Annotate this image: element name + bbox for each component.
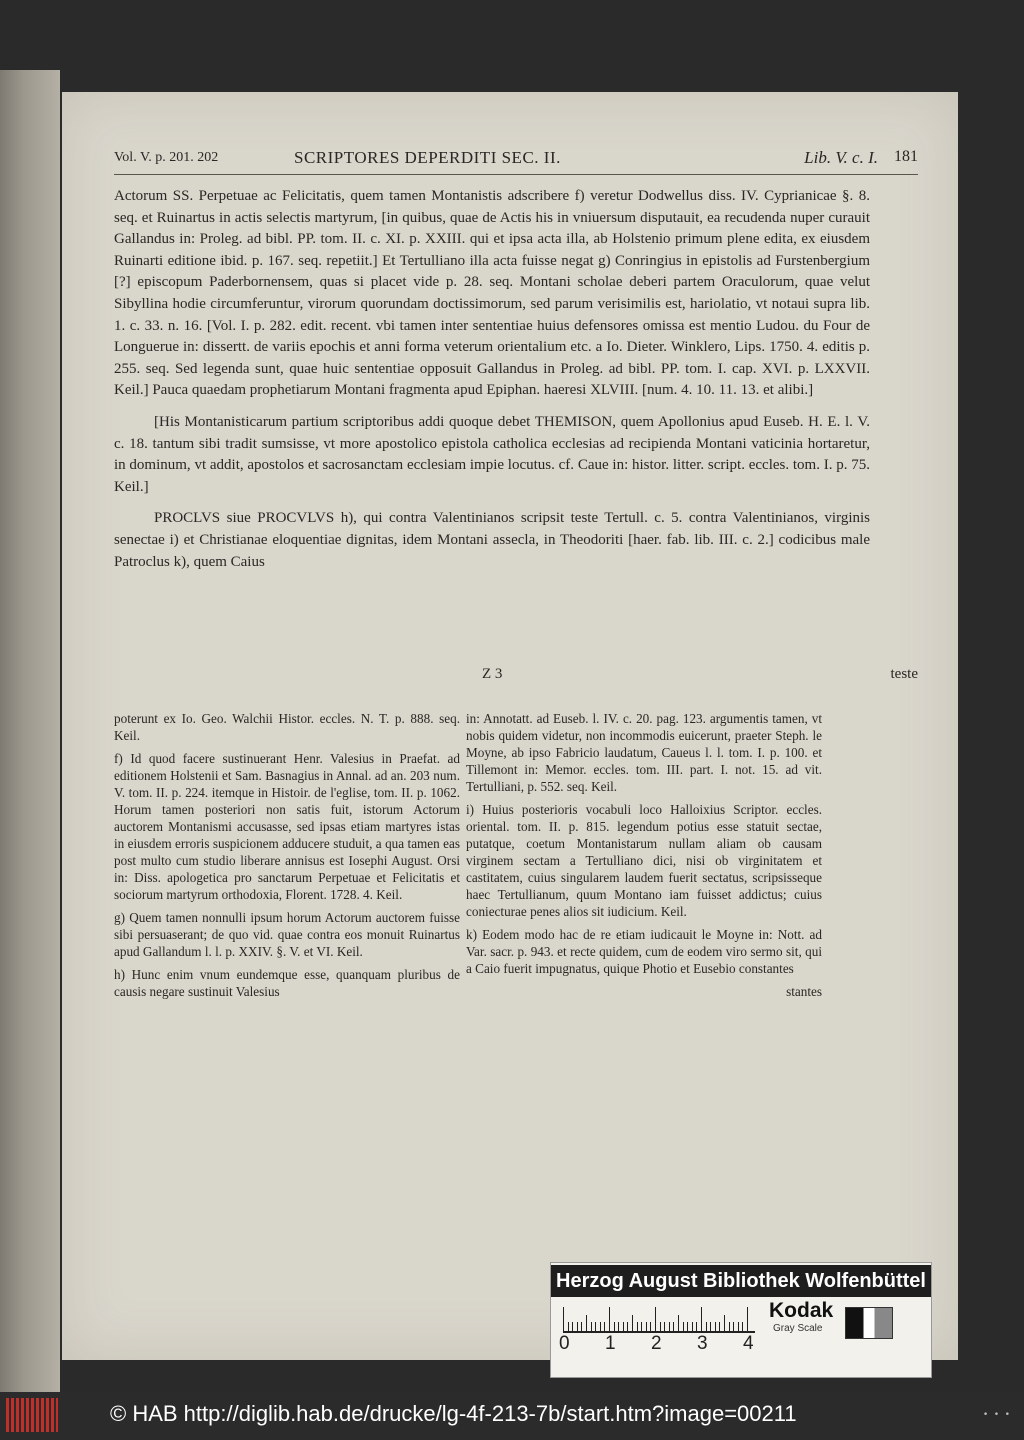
gray-scale-label: Gray Scale: [773, 1323, 823, 1334]
ruler-tick: [650, 1322, 651, 1331]
ruler-tick: [623, 1322, 624, 1331]
catchword: teste: [890, 666, 918, 682]
ruler-tick: [687, 1322, 688, 1331]
ruler-tick: [586, 1315, 587, 1331]
ruler-tick: [591, 1322, 592, 1331]
ruler-tick: [581, 1322, 582, 1331]
ruler-tick: [609, 1307, 610, 1331]
ruler-tick: [701, 1307, 702, 1331]
ruler-tick: [747, 1307, 748, 1331]
footnote: h) Hunc enim vnum eundemque esse, quanquam pluribus de causis negare sustinuit Valesius: [114, 967, 460, 999]
running-head-title: SCRIPTORES DEPERDITI SEC. II.: [294, 148, 561, 167]
color-calibration-bar: [550, 1262, 932, 1378]
signature-mark: Z 3: [482, 666, 503, 682]
running-head-book: Lib. V. c. I.: [804, 148, 878, 167]
main-paragraph: PROCLVS siue PROCVLVS h), qui contra Valentinianos scripsit teste Tertull. c. 5. contra Valentinianos, virginis senectae i) et Christianae eloquentiae dignitas, idem Montani assecla, in Theodoriti [haer. fab. lib. III. c. 2.] codicibus male Patroclus k), quem Caius: [114, 510, 870, 570]
footnote: g) Quem tamen nonnulli ipsum horum Actorum auctorem fuisse sibi persuaserant; de quo vid. quae contra eos monuit Ruinartus apud Gallandum l. l. p. XXIV. §. V. et VI. Keil.: [114, 910, 460, 959]
ruler-tick: [614, 1322, 615, 1331]
footnotes-right-column: [466, 710, 822, 1006]
running-head-volume: Vol. V. p. 201. 202: [114, 150, 219, 165]
ruler-tick: [673, 1322, 674, 1331]
scale-ruler: [563, 1305, 755, 1333]
ruler-tick: [669, 1322, 670, 1331]
ruler-tick: [660, 1322, 661, 1331]
ruler-tick: [683, 1322, 684, 1331]
scale-number: 4: [743, 1333, 754, 1354]
ruler-tick: [641, 1322, 642, 1331]
adjacent-page-edge: [0, 70, 60, 1392]
copyright-url[interactable]: © HAB http://diglib.hab.de/drucke/lg-4f-213-7b/start.htm?image=00211: [110, 1401, 797, 1426]
main-paragraph: Actorum SS. Perpetuae ac Felicitatis, quem tamen Montanistis adscribere f) veretur Dodwellus diss. IV. Cyprianicae §. 8. seq. et Ruinartus in actis selectis martyrum, [in quibus, quae de Actis his in vniuersum disputauit, ea recudenda nuper curauit Gallandus in: Proleg. ad bibl. PP. tom. II. c. XI. p. XXIII. qui et ipsa acta illa, ab Holstenio primum plene edita, ex eiusdem Ruinarti editione ibid. p. 167. seq. repetiit.] Et Tertulliano illa acta fuisse negat g) Conringius in epistolis ad Furstenbergium [?] episcopum Paderbornensem, quas si placet vide p. 28. seq. Montani scholae deberi partem Oraculorum, quae velut Sibyllina hodie circumferuntur, virorum quorundam doctissimorum, sed parum verisimilis est, hariolatio, vt notaui supra lib. 1. c. 33. n. 16. [Vol. I. p. 282. edit. recent. vbi tamen inter sententiae huius defensores omissa est mentio Ludou. du Four de Longuerue in: dissertt. de variis epochis et anni forma veterum orientalium etc. a Io. Dieter. Winklero, Lips. 1750. 4. editis p. 255. seq. Sed legenda sunt, quae huic sententiae opposuit Gallandus in Proleg. ad bibl. PP. tom. I. cap. XVI. p. LXXVII. Keil.] Pauca quaedam prophetiarum Montani fragmenta apud Epiphan. haeresi XLVIII. [num. 4. 10. 11. 13. et alibi.]: [114, 188, 870, 399]
ruler-tick: [563, 1307, 564, 1331]
ruler-tick: [577, 1322, 578, 1331]
ruler-tick: [595, 1322, 596, 1331]
ruler-tick: [678, 1315, 679, 1331]
ruler-tick: [655, 1307, 656, 1331]
ruler-tick: [733, 1322, 734, 1331]
ruler-tick: [627, 1322, 628, 1331]
ruler-tick: [632, 1315, 633, 1331]
footer-mark: • • •: [982, 1410, 1010, 1420]
footnote: k) Eodem modo hac de re etiam iudicauit le Moyne in: Nott. ad Var. sacr. p. 943. et recte quidem, cum de eodem viro sermo sit, qui a Caio fuerit impugnatus, quique Photio et Eusebio constantes: [466, 927, 822, 976]
ruler-tick: [692, 1322, 693, 1331]
ruler-tick: [738, 1322, 739, 1331]
scale-number: 2: [651, 1333, 662, 1354]
kodak-logo: Kodak: [769, 1299, 834, 1322]
ruler-tick: [646, 1322, 647, 1331]
ruler-tick: [604, 1322, 605, 1331]
ruler-tick: [719, 1322, 720, 1331]
book-page: [62, 92, 958, 1360]
scale-number: 0: [559, 1333, 570, 1354]
barcode-icon: [6, 1398, 58, 1432]
scale-number: 1: [605, 1333, 616, 1354]
ruler-tick: [637, 1322, 638, 1331]
ruler-tick: [715, 1322, 716, 1331]
library-name: Herzog August Bibliothek Wolfenbüttel: [551, 1265, 931, 1297]
footnotes-left-column: [114, 710, 460, 1006]
footer-bar: [0, 1392, 1024, 1440]
footnote: i) Huius posterioris vocabuli loco Halloixius Scriptor. eccles. oriental. tom. II. p. 815. legendum potius esse statuit sectae, putatque, coetum Montanistarum nullam aliam ob causam virginem sectam a Tertulliano dici, nisi ob virginitatem et castitatem, cuius singularem laudem fuerit sectatus, scripsisseque haec Tertullianum, quum Montano iam fuisset addictus; cuius coniecturae penes alios sit iudicium. Keil.: [466, 802, 822, 919]
footnote: in: Annotatt. ad Euseb. l. IV. c. 20. pag. 123. argumentis tamen, vt nobis quidem videtur, non incommodis euicerunt, praeter Steph. le Moyne, ab ipso Fabricio laudatum, Caueus l. l. tom. I. p. 100. et Tillemont in: Memor. eccles. tom. III. part. I. not. 15. ad vit. Tertulliani, p. 552. seq. Keil.: [466, 711, 822, 794]
main-text: [114, 186, 870, 583]
footnote-catchword: stantes: [786, 984, 822, 999]
gray-swatch: [845, 1307, 893, 1339]
main-paragraph: [His Montanisticarum partium scriptoribus addi quoque debet THEMISON, quem Apollonius apud Euseb. H. E. l. V. c. 18. tantum sibi tradit sumsisse, vt more apostolico epistola catholica ecclesias ad recipienda Montani vaticinia hortaretur, in dominum, vt addit, apostolos et sacrosanctam ecclesiam impie locutus. cf. Caue in: histor. litter. script. eccles. tom. I. p. 75. Keil.]: [114, 413, 870, 495]
ruler-tick: [706, 1322, 707, 1331]
ruler-tick: [618, 1322, 619, 1331]
ruler-tick: [724, 1315, 725, 1331]
ruler-tick: [664, 1322, 665, 1331]
ruler-tick: [600, 1322, 601, 1331]
running-head: [114, 150, 918, 175]
footnote: f) Id quod facere sustinuerant Henr. Valesius in Praefat. ad editionem Holstenii et Sam. Basnagius in Annal. ad an. 203 num. V. tom. II. p. 224. itemque in Histoir. de l'eglise, tom. II. p. 1062. Horum tamen posteriori non satis fuit, istorum Actorum auctorem Montanismi accusasse, sed ipsas etiam martyres istas in eiusdem erroris suspicionem adducere studuit, a qua tamen eas post multo cum studio liberare annisus est Iosephi August. Orsi in: Diss. apologetica pro sanctarum Perpetuae et Felicitatis et sociorum martyrum orthodoxia, Florent. 1728. 4. Keil.: [114, 751, 460, 902]
ruler-tick: [568, 1322, 569, 1331]
ruler-tick: [710, 1322, 711, 1331]
page-number: 181: [894, 148, 918, 165]
ruler-tick: [742, 1322, 743, 1331]
footnote: poterunt ex Io. Geo. Walchii Histor. eccles. N. T. p. 888. seq. Keil.: [114, 711, 460, 743]
scale-number: 3: [697, 1333, 708, 1354]
ruler-tick: [729, 1322, 730, 1331]
ruler-tick: [572, 1322, 573, 1331]
ruler-tick: [696, 1322, 697, 1331]
